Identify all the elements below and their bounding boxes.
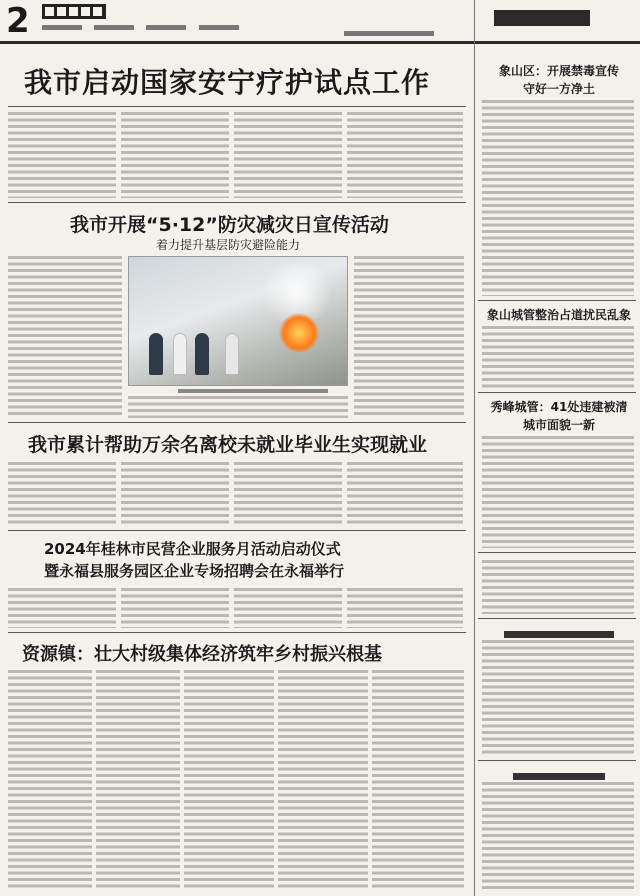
right-story-a-headline-line2: 守好一方净土 [522, 82, 595, 96]
right-brief-3-title [504, 765, 614, 775]
main-story-text-col-1 [8, 112, 116, 198]
photo-person [195, 333, 209, 375]
staff-placeholder-3 [146, 25, 186, 30]
story4-text-col-2 [121, 588, 229, 628]
photo-fire [279, 313, 319, 353]
main-story-text-col-3 [234, 112, 342, 198]
divider [478, 760, 636, 761]
story4-text-col-4 [347, 588, 463, 628]
right-brief-3-text [482, 782, 634, 890]
divider [8, 632, 466, 633]
right-brief-2-text [482, 640, 634, 756]
staff-credits [42, 24, 249, 33]
newspaper-name [42, 4, 106, 19]
story5-text-col-5 [372, 670, 464, 890]
divider [8, 530, 466, 531]
masthead [0, 0, 640, 44]
divider [8, 106, 466, 107]
main-story-text-col-4 [347, 112, 463, 198]
main-headline: 我市启动国家安宁疗护试点工作 [24, 66, 431, 99]
divider [478, 552, 636, 553]
story5-text-col-3 [184, 670, 274, 890]
divider [478, 300, 636, 301]
story4-text-col-3 [234, 588, 342, 628]
story4-headline-line2: 暨永福县服务园区企业专场招聘会在永福举行 [44, 562, 345, 580]
right-brief-2-title [494, 623, 624, 633]
story3-text-col-1 [8, 462, 116, 524]
divider [8, 422, 466, 423]
photo-caption [178, 388, 328, 395]
photo-person [225, 333, 239, 375]
right-story-a-text [482, 100, 634, 296]
right-story-b-text [482, 326, 634, 388]
right-brief-1-text [482, 560, 634, 614]
right-story-c-headline-line2: 城市面貌一新 [522, 418, 595, 432]
story3-text-col-3 [234, 462, 342, 524]
divider [478, 618, 636, 619]
right-story-b-headline: 象山城管整治占道扰民乱象 [486, 308, 631, 322]
story5-headline: 资源镇：壮大村级集体经济筑牢乡村振兴根基 [22, 644, 382, 665]
story2-text-col-1 [8, 256, 122, 416]
story2-headline: 我市开展“5·12”防灾减灾日宣传活动 [70, 214, 389, 236]
divider [478, 392, 636, 393]
story4-text-col-1 [8, 588, 116, 628]
story4-headline-line1: 2024年桂林市民营企业服务月活动启动仪式 [44, 540, 341, 558]
story2-subheadline: 着力提升基层防灾避险能力 [156, 238, 301, 252]
photo-person [149, 333, 163, 375]
story2-text-below-photo [128, 396, 348, 418]
staff-placeholder-4 [199, 25, 239, 30]
staff-placeholder-1 [42, 25, 82, 30]
story3-text-col-2 [121, 462, 229, 524]
right-story-c-text [482, 436, 634, 548]
staff-placeholder-2 [94, 25, 134, 30]
column-divider [474, 44, 475, 896]
right-story-a-headline-line1: 象山区：开展禁毒宣传 [498, 64, 619, 78]
story3-headline: 我市累计帮助万余名离校未就业毕业生实现就业 [28, 434, 428, 456]
issue-date [344, 30, 434, 38]
photo-person [173, 333, 187, 375]
story5-text-col-1 [8, 670, 92, 890]
news-photo [128, 256, 348, 386]
story5-text-col-2 [96, 670, 180, 890]
story3-text-col-4 [347, 462, 463, 524]
right-story-c-headline-line1: 秀峰城管：41处违建被清 [490, 400, 628, 414]
newspaper-logo [42, 4, 106, 19]
divider [8, 202, 466, 203]
main-story-text-col-2 [121, 112, 229, 198]
section-title [494, 6, 590, 31]
story5-text-col-4 [278, 670, 368, 890]
story2-text-col-3 [354, 256, 464, 416]
page-number: 2 [6, 1, 30, 41]
